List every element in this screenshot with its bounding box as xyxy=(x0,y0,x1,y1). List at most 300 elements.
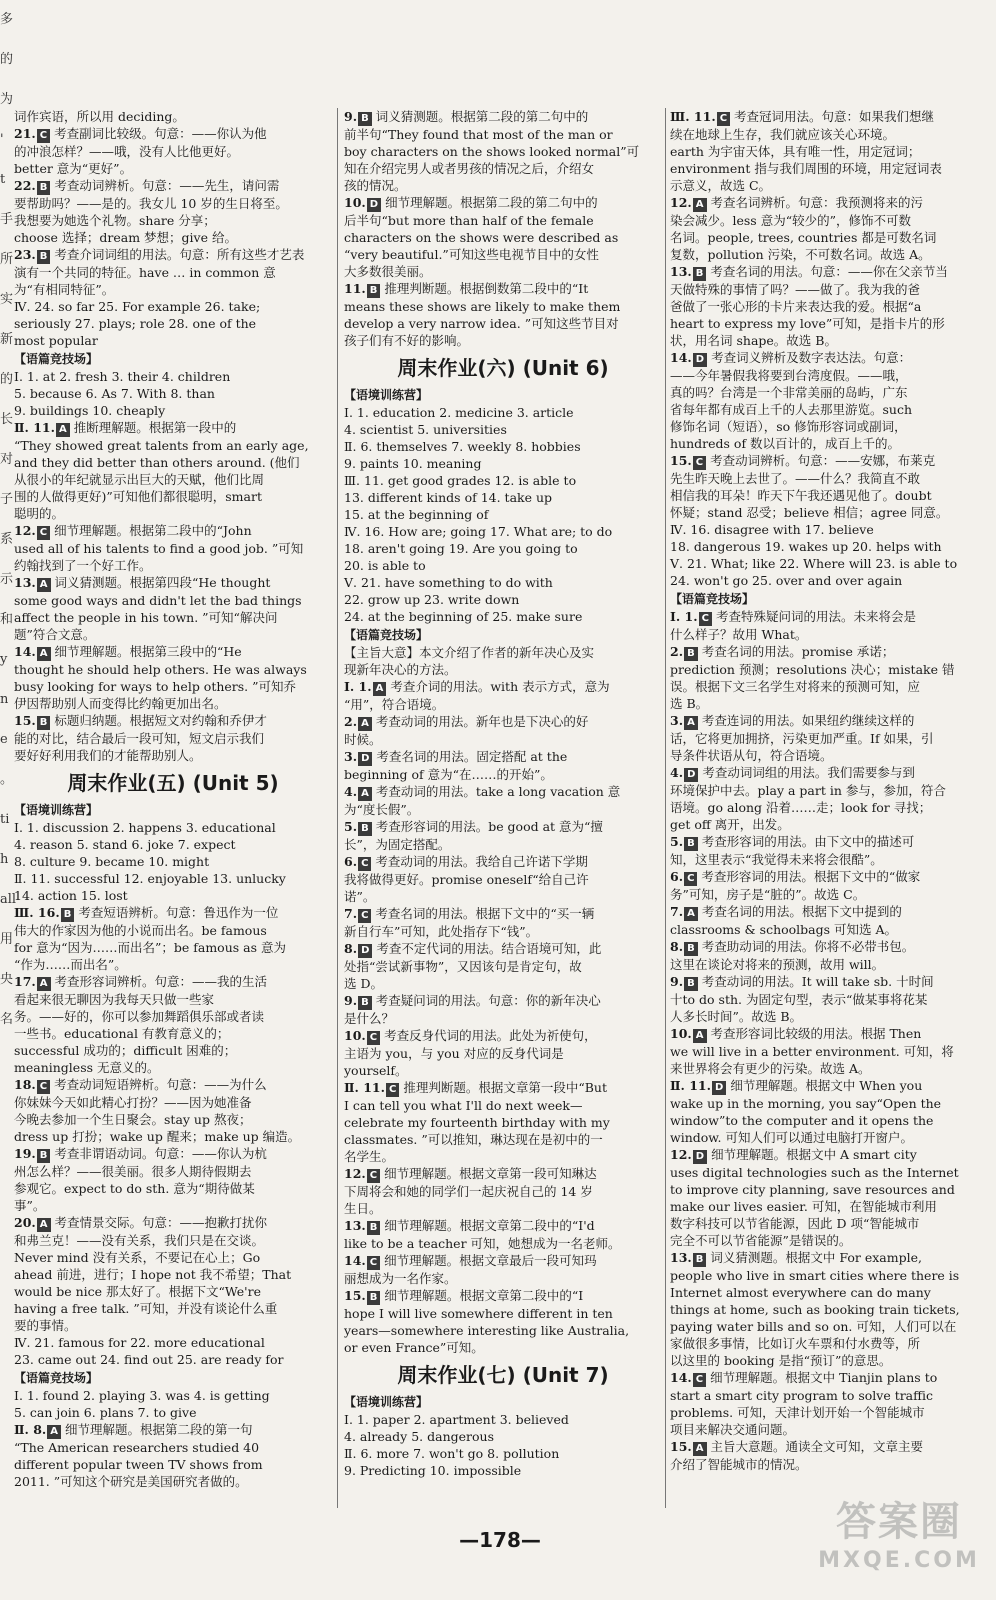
section-heading: 【语篇竞技场】 xyxy=(670,592,755,606)
answer-item xyxy=(670,1077,988,1095)
text-line: thought he should help others. He was always xyxy=(14,662,307,677)
answer-item xyxy=(670,1146,988,1164)
text-line: 以这里的 booking 是指“预订”的意思。 xyxy=(670,1353,892,1368)
answer-item xyxy=(670,1025,988,1043)
answer-badge: B xyxy=(37,181,51,195)
question-number: 12. xyxy=(14,523,36,538)
question-number: 15. xyxy=(670,1439,692,1454)
text-line: Ⅰ. 1. found 2. playing 3. was 4. is getting xyxy=(14,1388,270,1403)
answer-badge: C xyxy=(37,129,50,143)
text-line: 伟大的作家因为他的小说而出名。be famous xyxy=(14,923,267,938)
answer-item xyxy=(14,973,332,991)
text-line: 5. can join 6. plans 7. to give xyxy=(14,1405,197,1420)
text-line: 【主旨大意】本文介绍了作者的新年决心及实 xyxy=(344,645,595,660)
text-line: Ⅳ. 24. so far 25. For example 26. take; xyxy=(14,299,261,314)
text-line: hope I will live somewhere different in ten xyxy=(344,1306,613,1321)
section-title: 周末作业(五) (Unit 5) xyxy=(67,771,279,795)
edge-char: 用 xyxy=(0,932,14,947)
question-number: 12. xyxy=(670,195,692,210)
text-line: 我将做得更好。promise oneself“给自己许 xyxy=(344,872,589,887)
text-line: 完全不可以节省能源”是错误的。 xyxy=(670,1233,852,1248)
explanation-text: 细节理解题。根据文章第二段中的“I'd xyxy=(384,1218,595,1233)
text-line: 的冲浪怎样？——哦，没有人比他更好。 xyxy=(14,144,240,159)
explanation-text: 考查形容词辨析。句意：——我的生活 xyxy=(54,974,268,989)
text-line: busy looking for ways to help others. ”可知乔 xyxy=(14,679,297,694)
answer-badge: A xyxy=(56,423,70,437)
section-heading: 【语境训练营】 xyxy=(14,803,99,817)
text-line: 处指“尝试新事物”，又因该句是肯定句，故 xyxy=(344,959,582,974)
text-line: develop a very narrow idea. ”可知这些节目对 xyxy=(344,316,619,331)
text-line: Ⅳ. 16. disagree with 17. believe xyxy=(670,522,874,537)
edge-char: e xyxy=(0,732,8,747)
answer-badge: B xyxy=(37,716,51,730)
section-title: 周末作业(六) (Unit 6) xyxy=(397,356,609,380)
edge-char: 新 xyxy=(0,332,14,347)
answer-badge: B xyxy=(684,942,698,956)
answer-badge: B xyxy=(37,250,51,264)
text-line: Ⅲ. 11. get good grades 12. is able to xyxy=(344,473,577,488)
text-line: 为“有相同特征”。 xyxy=(14,282,115,297)
answer-item xyxy=(670,833,988,851)
text-line: Ⅱ. 6. themselves 7. weekly 8. hobbies xyxy=(344,439,581,454)
answer-item xyxy=(670,263,988,281)
text-line: people who live in smart cities where there is xyxy=(670,1268,960,1283)
answer-badge: B xyxy=(37,1149,51,1163)
text-line: 语境。go along 沿着……走；look for 寻找； xyxy=(670,800,932,815)
question-number: 10. xyxy=(344,1028,366,1043)
text-line: environment 指与我们周围的环境，用定冠词表 xyxy=(670,161,942,176)
explanation-text: 细节理解题。根据第二段的第二句中的 xyxy=(385,195,598,210)
edge-char: 所 xyxy=(0,252,14,267)
text-line: 染会减少。less 意为“较少的”，修饰不可数 xyxy=(670,213,911,228)
text-line: 先生昨天晚上去世了。——什么？我简直不敢 xyxy=(670,471,921,486)
section-heading: 【语境训练营】 xyxy=(344,1395,429,1409)
edge-char: 系 xyxy=(0,532,14,547)
answer-badge: A xyxy=(693,198,707,212)
answer-badge: A xyxy=(37,578,51,592)
section-title: 周末作业(七) (Unit 7) xyxy=(397,1363,609,1387)
answer-badge: C xyxy=(684,872,697,886)
answer-item xyxy=(344,748,662,766)
question-number: 14. xyxy=(670,1370,692,1385)
explanation-text: 考查名词辨析。句意：我预测将来的污 xyxy=(710,195,924,210)
explanation-text: 推断理解题。根据第一段中的 xyxy=(73,420,237,435)
text-line: “作为……而出名”。 xyxy=(14,957,127,972)
question-number: 13. xyxy=(14,575,36,590)
question-number: 12. xyxy=(670,1147,692,1162)
text-line: “用”，符合语境。 xyxy=(344,697,445,712)
text-line: 州怎么样？——很美丽。很多人期待假期去 xyxy=(14,1164,252,1179)
explanation-text: 考查特殊疑问词的用法。未来将会是 xyxy=(715,609,916,624)
edge-char: 央 xyxy=(0,972,14,987)
explanation-text: 推理判断题。根据文章第一段中“But xyxy=(403,1080,607,1095)
edge-char: 多 xyxy=(0,12,14,27)
question-number: 19. xyxy=(14,1146,36,1161)
text-line: Ⅰ. 1. education 2. medicine 3. article xyxy=(344,405,574,420)
question-number: 14. xyxy=(670,350,692,365)
answer-badge: C xyxy=(699,612,712,626)
answer-badge: C xyxy=(386,1083,399,1097)
text-line: years—somewhere interesting like Australia, xyxy=(344,1323,630,1338)
text-line: 状，用名词 shape。故选 B。 xyxy=(670,333,837,348)
answer-item xyxy=(344,1027,662,1045)
explanation-text: 主旨大意题。通读全文可知，文章主要 xyxy=(710,1439,924,1454)
explanation-text: 考查动词辨析。句意：——先生，请问需 xyxy=(54,178,280,193)
text-line: classmates. ”可以推知，琳达现在是初中的一 xyxy=(344,1132,603,1147)
answer-item xyxy=(670,938,988,956)
text-line: I can tell you what I'll do next week— xyxy=(344,1098,583,1113)
answer-badge: B xyxy=(693,1253,707,1267)
text-line: 环境保护中去。play a part in 参与，参加，符合 xyxy=(670,783,946,798)
answer-badge: B xyxy=(684,837,698,851)
answer-item xyxy=(670,868,988,886)
explanation-text: 词义猜测题。根据第二段的第二句中的 xyxy=(375,109,589,124)
question-number: 21. xyxy=(14,126,36,141)
watermark-url: MXQE.COM xyxy=(818,1548,980,1573)
text-line: “very beautiful.”可知这些电视节目中的女性 xyxy=(344,247,599,262)
text-line: 名词。people, trees, countries 都是可数名词 xyxy=(670,230,937,245)
answer-badge: B xyxy=(358,822,372,836)
answer-badge: C xyxy=(367,1256,380,1270)
explanation-text: 细节理解题。根据文中 A smart city xyxy=(711,1147,917,1162)
explanation-text: 考查动词的用法。It will take sb. 十时间 xyxy=(701,974,934,989)
text-line: Ⅴ. 21. What; like 22. Where will 23. is able to xyxy=(670,556,958,571)
question-number: 15. xyxy=(344,1288,366,1303)
text-line: 伊因帮助别人而变得比约翰更加出名。 xyxy=(14,696,227,711)
text-line: paying water bills and so on. 可知，人们可以在 xyxy=(670,1319,957,1334)
answer-badge: B xyxy=(367,284,381,298)
edge-char: n xyxy=(0,692,9,707)
question-number: 7. xyxy=(344,906,358,921)
answer-badge: B xyxy=(61,908,75,922)
text-line: earth 为宇宙天体，具有唯一性，用定冠词； xyxy=(670,144,921,159)
text-line: 约翰找到了一个好工作。 xyxy=(14,558,152,573)
answer-item xyxy=(14,1076,332,1094)
explanation-text: 考查反身代词的用法。此处为祈使句， xyxy=(384,1028,597,1043)
text-line: get off 离开，出发。 xyxy=(670,817,790,832)
explanation-text: 考查形容词比较级的用法。根据 Then xyxy=(710,1026,922,1041)
answer-item xyxy=(344,678,662,696)
question-number: Ⅲ. 11. xyxy=(670,109,716,124)
text-line: 词作宾语，所以用 deciding。 xyxy=(14,109,185,124)
question-number: 10. xyxy=(670,1026,692,1041)
edge-char: 实 xyxy=(0,292,14,307)
question-number: 4. xyxy=(344,784,358,799)
explanation-text: 细节理解题。根据文章第一段可知琳达 xyxy=(384,1166,597,1181)
text-line: 18. dangerous 19. wakes up 20. helps with xyxy=(670,539,942,554)
explanation-text: 考查名词的用法。句意：——你在父亲节当 xyxy=(710,264,948,279)
explanation-text: 推理判断题。根据倒数第二段中的“It xyxy=(384,281,589,296)
edge-char: 为 xyxy=(0,92,14,107)
explanation-text: 考查动词短语辨析。句意：——为什么 xyxy=(54,1077,267,1092)
answer-item xyxy=(14,177,332,195)
explanation-text: 细节理解题。根据第二段的第一句 xyxy=(65,1422,253,1437)
text-line: 和弗兰克！——没有关系，我们只是在交谈。 xyxy=(14,1233,265,1248)
explanation-text: 细节理解题。根据文章第二段中的“I xyxy=(384,1288,584,1303)
text-line: we will live in a better environment. 可知，将 xyxy=(670,1044,954,1059)
explanation-text: 考查不定代词的用法。结合语境可知，此 xyxy=(376,941,602,956)
text-line: and they did better than others around. (他们 xyxy=(14,455,300,470)
text-line: things at home, such as booking train tickets, xyxy=(670,1302,960,1317)
text-line: 选 D。 xyxy=(344,976,383,991)
text-line: Internet almost everywhere can do many xyxy=(670,1285,931,1300)
answer-item xyxy=(670,349,988,367)
explanation-text: 考查动词的用法。新年也是下决心的好 xyxy=(375,714,589,729)
column-right xyxy=(670,108,988,1473)
question-number: 15. xyxy=(14,713,36,728)
answer-item xyxy=(344,1079,662,1097)
answer-badge: A xyxy=(37,977,51,991)
explanation-text: 细节理解题。根据文章最后一段可知玛 xyxy=(384,1253,597,1268)
text-line: Ⅰ. 1. discussion 2. happens 3. educational xyxy=(14,820,276,835)
text-line: better 意为“更好”。 xyxy=(14,161,133,176)
explanation-text: 考查连词的用法。如果纽约继续这样的 xyxy=(701,713,915,728)
text-line: wake up in the morning, you say“Open the xyxy=(670,1096,942,1111)
text-line: 围的人做得更好)”可知他们都很聪明，smart xyxy=(14,489,262,504)
edge-char: 对 xyxy=(0,452,14,467)
answer-badge: A xyxy=(358,717,372,731)
answer-item xyxy=(670,1438,988,1456)
explanation-text: 考查名词的用法。固定搭配 at the xyxy=(376,749,568,764)
text-line: classrooms & schoolbags 可知选 A。 xyxy=(670,922,898,937)
text-line: affect the people in his town. ”可知“解决问 xyxy=(14,610,278,625)
text-line: 孩的情况。 xyxy=(344,178,407,193)
text-line: problems. 可知，天津计划开始一个智能城市 xyxy=(670,1405,925,1420)
text-line: 知在介绍完男人或者男孩的情况之后，介绍女 xyxy=(344,161,595,176)
answer-badge: D xyxy=(693,1150,707,1164)
text-line: 事”。 xyxy=(14,1198,46,1213)
text-line: heart to express my love”可知，是指卡片的形 xyxy=(670,316,945,331)
text-line: 导条件状语从句，符合语境。 xyxy=(670,748,833,763)
explanation-text: 考查动词的用法。take a long vacation 意 xyxy=(375,784,621,799)
text-line: for 意为“因为……而出名”；be famous as 意为 xyxy=(14,940,286,955)
question-number: 17. xyxy=(14,974,36,989)
answer-badge: A xyxy=(693,1029,707,1043)
answer-item xyxy=(14,1421,332,1439)
question-number: 6. xyxy=(670,869,684,884)
explanation-text: 考查介词词组的用法。句意：所有这些才艺表 xyxy=(54,247,305,262)
text-line: 现新年决心的方法。 xyxy=(344,662,457,677)
watermark-title: 答案圈 xyxy=(836,1499,962,1545)
text-line: 十to do sth. 为固定句型，表示“做某事将花某 xyxy=(670,992,928,1007)
explanation-text: 考查名词的用法。根据下文中的“买一辆 xyxy=(375,906,595,921)
question-number: 3. xyxy=(670,713,684,728)
text-line: 项目来解决交通问题。 xyxy=(670,1422,796,1437)
answer-badge: B xyxy=(693,267,707,281)
answer-badge: A xyxy=(684,716,698,730)
answer-item xyxy=(670,108,988,126)
explanation-text: 标题归纳题。根据短文对约翰和乔伊才 xyxy=(54,713,267,728)
text-line: 人多长时间”。故选 B。 xyxy=(670,1009,803,1024)
answer-item xyxy=(14,574,332,592)
text-line: 一些书。educational 有教育意义的； xyxy=(14,1026,230,1041)
text-line: 示意义，故选 C。 xyxy=(670,178,772,193)
answer-badge: A xyxy=(37,647,51,661)
question-number: 9. xyxy=(344,109,358,124)
question-number: 11. xyxy=(344,281,366,296)
question-number: Ⅲ. 16. xyxy=(14,905,60,920)
column-divider xyxy=(337,108,338,1508)
answer-badge: C xyxy=(367,1169,380,1183)
question-number: 10. xyxy=(344,195,366,210)
answer-badge: D xyxy=(358,944,372,958)
text-line: 24. at the beginning of 25. make sure xyxy=(344,609,583,624)
text-line: 家做很多事情，比如订火车票和付水费等，所 xyxy=(670,1336,921,1351)
text-line: 9. Predicting 10. impossible xyxy=(344,1463,522,1478)
question-number: 3. xyxy=(344,749,358,764)
edge-char: 子 xyxy=(0,492,14,507)
text-line: 修饰名词（短语），so 修饰形容词或副词， xyxy=(670,419,907,434)
answer-badge: D xyxy=(367,198,381,212)
answer-badge: C xyxy=(358,857,371,871)
explanation-text: 细节理解题。根据文中 When you xyxy=(730,1078,923,1093)
answer-badge: C xyxy=(37,1080,50,1094)
text-line: 务。——好的，你可以参加舞蹈俱乐部或者读 xyxy=(14,1009,265,1024)
text-line: like to be a teacher 可知，她想成为一名老师。 xyxy=(344,1236,621,1251)
text-line: dress up 打扮；wake up 醒来；make up 编造。 xyxy=(14,1129,301,1144)
text-line: means these shows are likely to make them xyxy=(344,299,621,314)
text-line: ahead 前进，进行；I hope not 我不希望；That xyxy=(14,1267,292,1282)
section-heading: 【语境训练营】 xyxy=(344,388,429,402)
edge-char: ' xyxy=(0,132,4,147)
text-line: 9. buildings 10. cheaply xyxy=(14,403,166,418)
answer-item xyxy=(670,1249,988,1267)
text-line: ——今年暑假我将要到台湾度假。——哦， xyxy=(670,368,908,383)
text-line: Ⅰ. 1. at 2. fresh 3. their 4. children xyxy=(14,369,231,384)
text-line: start a smart city program to solve traffic xyxy=(670,1388,934,1403)
text-line: “The American researchers studied 40 xyxy=(14,1440,260,1455)
text-line: 14. action 15. lost xyxy=(14,888,128,903)
text-line: 大多数很美丽。 xyxy=(344,264,432,279)
answer-item xyxy=(670,764,988,782)
text-line: 参观它。expect to do sth. 意为“期待做某 xyxy=(14,1181,255,1196)
text-line: 下周将会和她的同学们一起庆祝自己的 14 岁 xyxy=(344,1184,593,1199)
question-number: 7. xyxy=(670,904,684,919)
text-line: 介绍了智能城市的情况。 xyxy=(670,1457,808,1472)
edge-char: 长 xyxy=(0,412,14,427)
section-heading: 【语篇竞技场】 xyxy=(14,352,99,366)
text-line: 9. paints 10. meaning xyxy=(344,456,482,471)
answer-item xyxy=(344,1165,662,1183)
question-number: 2. xyxy=(670,644,684,659)
answer-item xyxy=(344,783,662,801)
text-line: 4. scientist 5. universities xyxy=(344,422,507,437)
answer-item xyxy=(14,904,332,922)
text-line: 爸做了一张心形的卡片来表达我的爱。根据“a xyxy=(670,299,922,314)
column-left xyxy=(14,108,332,1490)
explanation-text: 考查冠词用法。句意：如果我们想继 xyxy=(734,109,935,124)
edge-char: t xyxy=(0,172,6,187)
question-number: Ⅱ. 11. xyxy=(670,1078,711,1093)
explanation-text: 考查词义辨析及数字表达法。句意： xyxy=(711,350,912,365)
text-line: 复数，pollution 污染，不可数名词。故选 A。 xyxy=(670,247,931,262)
question-number: 13. xyxy=(344,1218,366,1233)
text-line: 23. came out 24. find out 25. are ready for xyxy=(14,1352,284,1367)
explanation-text: 细节理解题。根据第二段中的“John xyxy=(54,523,252,538)
text-line: 15. at the beginning of xyxy=(344,507,489,522)
edge-char: 的 xyxy=(0,372,14,387)
text-line: 务”可知，房子是“脏的”。故选 C。 xyxy=(670,887,866,902)
answer-item xyxy=(670,194,988,212)
explanation-text: 词义猜测题。根据文中 For example, xyxy=(710,1250,922,1265)
text-line: or even France”可知。 xyxy=(344,1340,484,1355)
question-number: 22. xyxy=(14,178,36,193)
answer-item xyxy=(14,125,332,143)
text-line: Ⅳ. 16. How are; going 17. What are; to do xyxy=(344,524,613,539)
answer-badge: A xyxy=(693,1442,707,1456)
text-line: 这里在谈论对将来的预测，故用 will。 xyxy=(670,957,885,972)
text-line: 是什么？ xyxy=(344,1011,395,1026)
question-number: 14. xyxy=(14,644,36,659)
text-line: seriously 27. plays; role 28. one of the xyxy=(14,316,257,331)
section-heading: 【语篇竞技场】 xyxy=(344,628,429,642)
answer-item xyxy=(344,713,662,731)
answer-item xyxy=(344,1217,662,1235)
question-number: 8. xyxy=(344,941,358,956)
answer-badge: B xyxy=(684,977,698,991)
answer-item xyxy=(344,853,662,871)
edge-char: 和 xyxy=(0,612,14,627)
answer-item xyxy=(344,194,662,212)
text-line: 要帮助吗？——是的。我女儿 10 岁的生日将至。 xyxy=(14,196,288,211)
answer-badge: C xyxy=(37,526,50,540)
answer-badge: A xyxy=(684,907,698,921)
answer-badge: D xyxy=(693,353,707,367)
explanation-text: 考查短语辨析。句意：鲁迅作为一位 xyxy=(78,905,279,920)
text-line: 省每年都有成百上千的人去那里游览。such xyxy=(670,402,913,417)
text-line: 名学生。 xyxy=(344,1149,395,1164)
text-line: 长”，为固定搭配。 xyxy=(344,837,451,852)
explanation-text: 考查情景交际。句意：——抱歉打扰你 xyxy=(54,1215,268,1230)
answer-item xyxy=(670,973,988,991)
text-line: 误。根据下文三名学生对将来的预测可知，应 xyxy=(670,679,921,694)
edge-char: ti xyxy=(0,812,10,827)
text-line: 4. already 5. dangerous xyxy=(344,1429,494,1444)
edge-char: 的 xyxy=(0,52,14,67)
text-line: 24. won't go 25. over and over again xyxy=(670,573,903,588)
explanation-text: 考查动词词组的用法。我们需要参与到 xyxy=(702,765,915,780)
answer-item xyxy=(344,1287,662,1305)
explanation-text: 考查副词比较级。句意：——你认为他 xyxy=(54,126,267,141)
text-line: 为“度长假”。 xyxy=(344,802,420,817)
text-line: used all of his talents to find a good job. ”可知 xyxy=(14,541,304,556)
text-line: having a free talk. ”可知，并没有谈论什么重 xyxy=(14,1301,278,1316)
text-line: 后半句“but more than half of the female xyxy=(344,213,594,228)
text-line: 从很小的年纪就显示出巨大的天赋，他们比周 xyxy=(14,472,265,487)
watermark-logo xyxy=(814,1498,984,1594)
text-line: 我想要为她选个礼物。share 分享； xyxy=(14,213,216,228)
text-line: 新自行车”可知，此处指存下“钱”。 xyxy=(344,924,539,939)
text-line: 13. different kinds of 14. take up xyxy=(344,490,553,505)
text-line: 丽想成为一名作家。 xyxy=(344,1271,457,1286)
answer-item xyxy=(344,108,662,126)
answer-badge: A xyxy=(358,787,372,801)
text-line: 聪明的。 xyxy=(14,506,65,521)
answer-item xyxy=(670,608,988,626)
question-number: Ⅱ. 11. xyxy=(14,420,55,435)
text-line: 22. grow up 23. write down xyxy=(344,592,520,607)
answer-item xyxy=(14,1145,332,1163)
section-heading: 【语篇竞技场】 xyxy=(14,1371,99,1385)
answer-item xyxy=(344,992,662,1010)
answer-badge: D xyxy=(712,1081,726,1095)
answer-item xyxy=(14,522,332,540)
text-line: window”to the computer and it opens the xyxy=(670,1113,934,1128)
edge-char: y xyxy=(0,652,8,667)
text-line: 续在地球上生存，我们就应该关心环境。 xyxy=(670,127,896,142)
text-line: 话，它将更加拥挤，污染更加严重。If 如果，引 xyxy=(670,731,934,746)
answer-badge: C xyxy=(358,909,371,923)
